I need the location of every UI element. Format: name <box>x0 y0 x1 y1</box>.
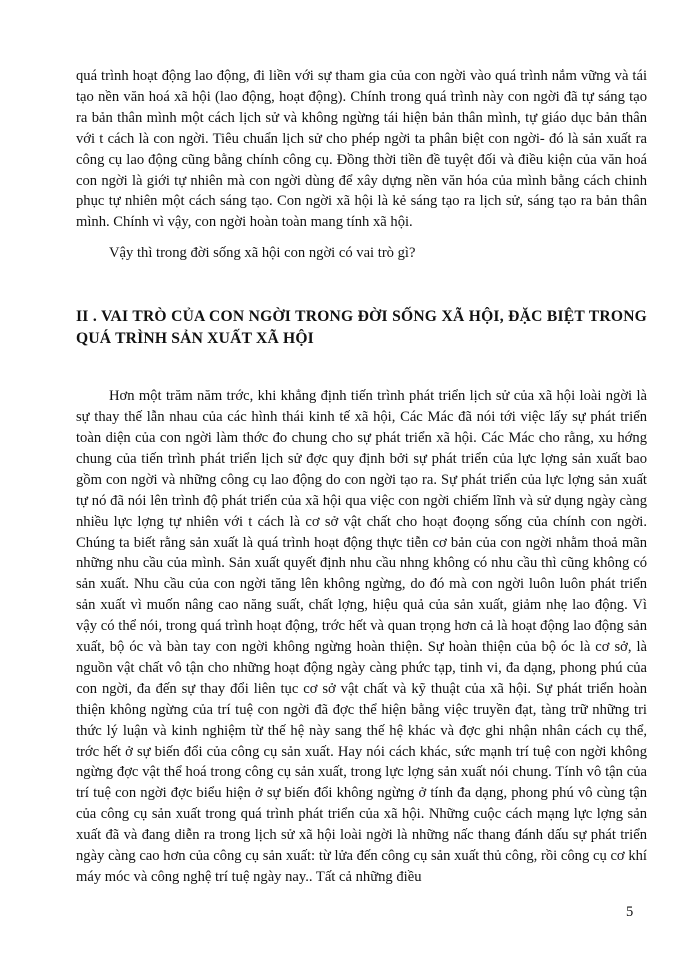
paragraph-continuation: quá trình hoạt động lao động, đi liền với sự tham gia của con ngời vào quá trình nắm vững và tái tạo nền văn hoá xã hội (lao động, hoạt động). Chính trong quá trình này con ngời đã tự sáng tạo ra bản thân mình một cách lịch sử và không ngừng tái hiện bản thân mình, tự giáo dục bản thân với t cách là con ngời. Tiêu chuẩn lịch sử cho phép ngời ta phân biệt con ngời- đó là sản xuất ra công cụ lao động cũng bằng chính công cụ. Đồng thời tiền đề tuyệt đối và điều kiện của văn hoá con ngời là giới tự nhiên mà con ngời dùng để xây dựng nền văn hóa của mình bằng cách chinh phục tự nhiên một cách sáng tạo. Con ngời xã hội là kẻ sáng tạo ra lịch sử, sáng tạo ra bản thân mình. Chính vì vậy, con ngời hoàn toàn mang tính xã hội. <box>76 68 647 231</box>
section-heading: II . VAI TRÒ CỦA CON NGỜI TRONG ĐỜI SỐNG XÃ HỘI, ĐẶC BIỆT TRONG QUÁ TRÌNH SẢN XUẤT XÃ HỘI <box>76 308 647 348</box>
paragraph-question: Vậy thì trong đời sống xã hội con ngời có vai trò gì? <box>109 245 416 262</box>
paragraph-body: Hơn một trăm năm trớc, khi khẳng định tiến trình phát triển lịch sử của xã hội loài ngời là sự thay thế lẫn nhau của các hình thái kinh tế xã hội, Các Mác đã nói tới việc lấy sự phát triển toàn diện của con ngời làm thớc đo chung cho sự phát triển xã hội. Các Mác cho rằng, xu hớng chung của tiến trình phát triển lịch sử đợc quy định bởi sự phát triển của lực lợng sản xuất bao gồm con ngời và những công cụ lao động do con ngời tạo ra. Sự phát triển của lực lợng sản xuất tự nó đã nói lên trình độ phát triển của xã hội qua việc con ngời chiếm lĩnh và sử dụng ngày càng nhiều lực lợng tự nhiên với t cách là cơ sở vật chất cho hoạt đoọng sống của chính con ngời. Chúng ta biết rằng sản xuất là quá trình hoạt động thực tiễn cơ bản của con ngời nhằm thoả mãn những nhu cầu của mình. Sản xuất quyết định nhu cầu nhng không có nhu cầu thì cũng không có sản xuất. Nhu cầu của con ngời tăng lên không ngừng, do đó mà con ngời luôn luôn phát triển sản xuất vì muốn nâng cao năng suất, chất lợng, hiệu quả của sản xuất, giảm nhẹ lao động. Vì vậy có thể nói, trong quá trình hoạt động, trớc hết và quan trọng hơn cả là hoạt động lao động sản xuất, bộ óc và bàn tay con ngời không ngừng hoàn thiện. Sự hoàn thiện của bộ óc là cơ sở, là nguồn vật chất vô tận cho những hoạt động ngày càng phức tạp, tinh vi, đa dạng, phong phú của con ngời, đa đến sự thay đổi liên tục cơ sở vật chất và kỹ thuật của xã hội. Sự phát triển hoàn thiện không ngừng của trí tuệ con ngời đã đợc thể hiện bằng việc truyền đạt, tàng trữ những tri thức lý luận và kinh nghiệm từ thế hệ này sang thế hệ khác và đợc ghi nhận nhân cách cụ thể, trớc hết ở sự biến đổi của công cụ sản xuất. Hay nói cách khác, sức mạnh trí tuệ con ngời không ngừng đợc vật thể hoá trong công cụ sản xuất, trong lực lợng sản xuất nói chung. Tính vô tận của trí tuệ con ngời đợc biểu hiện ở sự biến đổi không ngừng ở tính đa dạng, phong phú vô cùng tận của công cụ sản xuất trong quá trình phát triển của xã hội. Những cuộc cách mạng lực lợng sản xuất đã và đang diễn ra trong lịch sử xã hội loài ngời là những nấc thang đánh dấu sự phát triển ngày càng cao hơn của công cụ sản xuất: từ lửa đến công cụ sản xuất thủ công, rồi công cụ cơ khí máy móc và công nghệ trí tuệ ngày nay.. Tất cả những điều <box>76 388 647 885</box>
page-number: 5 <box>626 904 634 920</box>
page-content <box>76 66 647 888</box>
